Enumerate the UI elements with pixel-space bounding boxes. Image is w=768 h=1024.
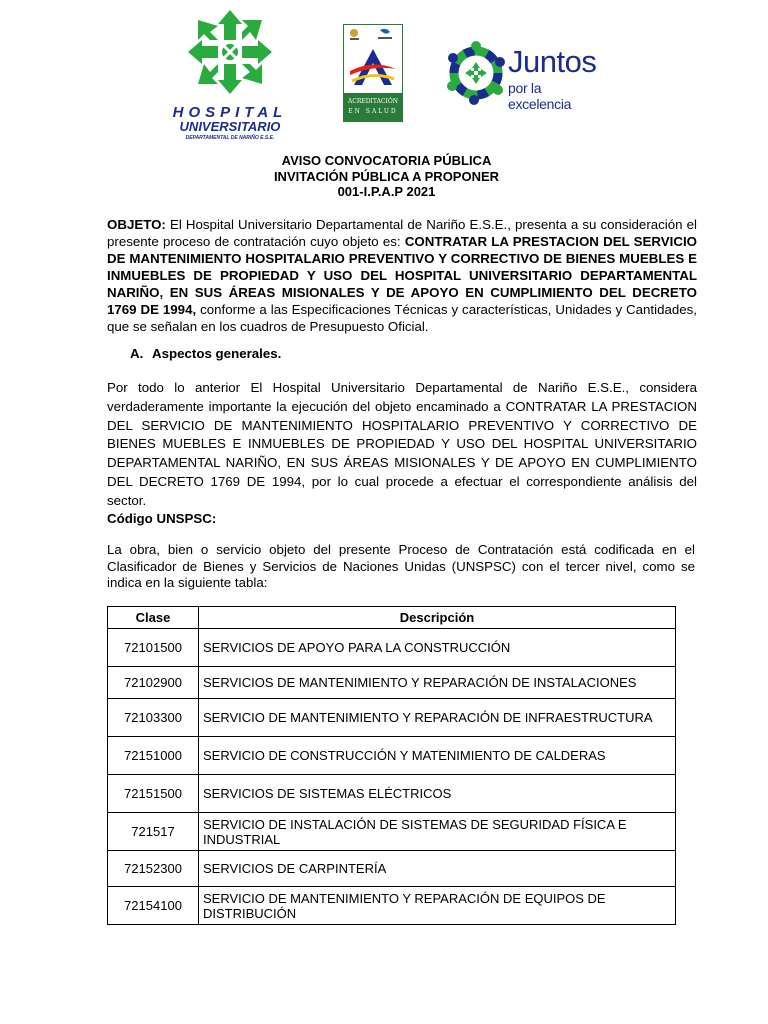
objeto-outro: conforme a las Especificaciones Técnicas y características, Unidades y Cantidades, que se señalan en los cuadros de Presupuesto Oficial. <box>107 302 698 334</box>
hospital-logo-line1: HOSPITAL <box>172 104 288 121</box>
table-row <box>108 851 676 887</box>
juntos-word: Juntos <box>508 44 597 79</box>
codigo-paragraph: La obra, bien o servicio objeto del presente Proceso de Contratación está codificada en el Clasificador de Bienes y Servicios de Naciones Unidas (UNSPSC) con el tercer nivel, como se indica en la siguiente tabla: <box>107 542 695 590</box>
row-descripcion: SERVICIOS DE SISTEMAS ELÉCTRICOS <box>199 775 676 813</box>
row-clase: 72103300 <box>108 699 199 737</box>
juntos-tagline: por la excelencia <box>508 80 572 112</box>
juntos-logo <box>444 38 604 112</box>
row-clase: 72102900 <box>108 667 199 699</box>
row-descripcion: SERVICIOS DE APOYO PARA LA CONSTRUCCIÓN <box>199 629 676 667</box>
unspsc-table <box>107 606 676 925</box>
row-clase: 721517 <box>108 813 199 851</box>
objeto-label: OBJETO: <box>107 217 166 232</box>
table-header-row <box>108 607 676 629</box>
table-row <box>108 629 676 667</box>
objeto-paragraph <box>107 216 697 335</box>
accreditation-line1: ACREDITACIÓN <box>347 98 399 105</box>
section-a-title: Aspectos generales. <box>152 346 282 361</box>
row-clase: 72151500 <box>108 775 199 813</box>
row-descripcion: SERVICIO DE INSTALACIÓN DE SISTEMAS DE SEGURIDAD FÍSICA E INDUSTRIAL <box>199 813 676 851</box>
objeto-bold-text: CONTRATAR LA PRESTACION DEL SERVICIO DE MANTENIMIENTO HOSPITALARIO PREVENTIVO Y CORRECTIVO DE BIENES MUEBLES E INMUEBLES DE PROPIEDAD Y USO DEL HOSPITAL UNIVERSITARIO DEPARTAMENTAL NARIÑO, EN SUS ÁREAS MISIONALES Y DE APOYO EN CUMPLIMIENTO DEL DECRETO 1769 DE 1994, <box>107 234 697 317</box>
hospital-cross-icon <box>184 6 276 98</box>
accreditation-emblem-icon <box>344 25 402 93</box>
header-descripcion: Descripción <box>199 607 676 629</box>
title-line3: 001-I.P.A.P 2021 <box>337 184 436 199</box>
accreditation-line2: EN SALUD <box>348 108 398 115</box>
codigo-unspsc-heading: Código UNSPSC: <box>107 511 217 526</box>
row-descripcion: SERVICIOS DE CARPINTERÍA <box>199 851 676 887</box>
table-row <box>108 737 676 775</box>
row-descripcion: SERVICIO DE MANTENIMIENTO Y REPARACIÓN DE INFRAESTRUCTURA <box>199 699 676 737</box>
row-clase: 72152300 <box>108 851 199 887</box>
row-clase: 72101500 <box>108 629 199 667</box>
header-clase: Clase <box>108 607 199 629</box>
table-row <box>108 813 676 851</box>
table-row <box>108 775 676 813</box>
row-descripcion: SERVICIO DE MANTENIMIENTO Y REPARACIÓN DE EQUIPOS DE DISTRIBUCIÓN <box>199 887 676 925</box>
title-line1: AVISO CONVOCATORIA PÚBLICA <box>281 153 492 168</box>
general-paragraph: Por todo lo anterior El Hospital Universitario Departamental de Nariño E.S.E., considera verdaderamente importante la ejecución del objeto encaminado a CONTRATAR LA PRESTACION DEL SERVICIO DE MANTENIMIENTO HOSPITALARIO PREVENTIVO Y CORRECTIVO DE BIENES MUEBLES E INMUEBLES DE PROPIEDAD Y USO DEL HOSPITAL UNIVERSITARIO DEPARTAMENTAL NARIÑO, EN SUS ÁREAS MISIONALES Y DE APOYO EN CUMPLIMIENTO DEL DECRETO 1769 DE 1994, por lo cual procede a efectuar el correspondiente análisis del sector. <box>107 380 697 508</box>
row-clase: 72154100 <box>108 887 199 925</box>
juntos-ring-icon <box>444 38 510 108</box>
table-row <box>108 699 676 737</box>
table-row <box>108 667 676 699</box>
row-descripcion: SERVICIO DE CONSTRUCCIÓN Y MATENIMIENTO DE CALDERAS <box>199 737 676 775</box>
hospital-logo-line3: DEPARTAMENTAL DE NARIÑO E.S.E. <box>185 135 275 141</box>
table-row <box>108 887 676 925</box>
row-clase: 72151000 <box>108 737 199 775</box>
hospital-logo <box>170 6 290 140</box>
section-a-heading <box>130 346 281 361</box>
title-line2: INVITACIÓN PÚBLICA A PROPONER <box>273 168 500 184</box>
objeto-intro: El Hospital Universitario Departamental de Nariño E.S.E., presenta a su consideración el presente proceso de contratación cuyo objeto es: <box>107 217 697 249</box>
hospital-logo-line2: UNIVERSITARIO <box>179 119 281 134</box>
accreditation-logo <box>343 24 403 122</box>
accreditation-band <box>344 93 402 121</box>
row-descripcion: SERVICIOS DE MANTENIMIENTO Y REPARACIÓN DE INSTALACIONES <box>199 667 676 699</box>
section-a-number: A. <box>130 346 144 361</box>
document-title <box>0 153 768 200</box>
